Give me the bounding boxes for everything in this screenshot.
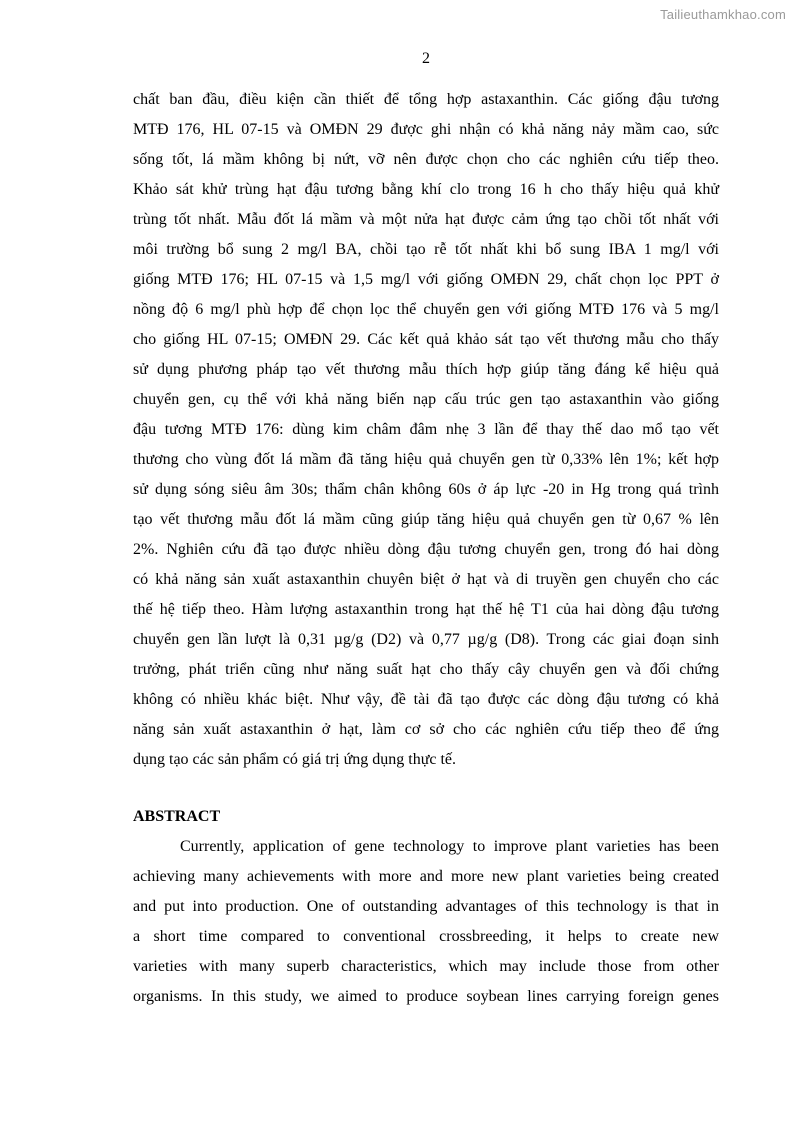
paragraph-line: chuyển gen, cụ thể với khả năng biến nạp cấu trúc gen tạo astaxanthin vào giống	[133, 391, 719, 408]
paragraph-line: dụng tạo các sản phẩm có giá trị ứng dụng thực tế.	[133, 751, 457, 768]
paragraph-line: sống tốt, lá mầm không bị nứt, vỡ nên được chọn cho các nghiên cứu tiếp theo.	[133, 151, 719, 168]
abstract-line: and put into production. One of outstanding advantages of this technology is that in	[133, 898, 719, 915]
paragraph-line: tạo vết thương mẫu đốt lá mầm cũng giúp tăng hiệu quả chuyển gen từ 0,67 % lên	[133, 511, 719, 528]
paragraph-line: chất ban đầu, điều kiện cần thiết để tổng hợp astaxanthin. Các giống đậu tương	[133, 91, 719, 108]
paragraph-line: giống MTĐ 176; HL 07-15 và 1,5 mg/l với giống OMĐN 29, chất chọn lọc PPT ở	[133, 271, 719, 288]
abstract-line: organisms. In this study, we aimed to produce soybean lines carrying foreign genes	[133, 988, 719, 1005]
paragraph-line: MTĐ 176, HL 07-15 và OMĐN 29 được ghi nhận có khả năng nảy mầm cao, sức	[133, 121, 719, 138]
paragraph-line: thương cho vùng đốt lá mầm đã tăng hiệu quả chuyển gen từ 0,33% lên 1%; kết hợp	[133, 451, 719, 468]
abstract-heading: ABSTRACT	[133, 808, 221, 825]
paragraph-line: có khả năng sản xuất astaxanthin chuyên biệt ở hạt và di truyền gen chuyển cho các	[133, 571, 719, 588]
paragraph-line: trưởng, phát triển cũng như năng suất hạt cho thấy cây chuyển gen và đối chứng	[133, 661, 719, 678]
paragraph-line: chuyển gen lần lượt là 0,31 µg/g (D2) và 0,77 µg/g (D8). Trong các giai đoạn sinh	[133, 631, 719, 648]
paragraph-line: thế hệ tiếp theo. Hàm lượng astaxanthin trong hạt thế hệ T1 của hai dòng đậu tương	[133, 601, 719, 618]
page-number: 2	[422, 50, 430, 67]
paragraph-line: Khảo sát khử trùng hạt đậu tương bằng khí clo trong 16 h cho thấy hiệu quả khử	[133, 181, 719, 198]
vietnamese-summary-paragraph	[133, 85, 719, 775]
paragraph-line: cho giống HL 07-15; OMĐN 29. Các kết quả khảo sát tạo vết thương mẫu cho thấy	[133, 331, 719, 348]
watermark-text: Tailieuthamkhao.com	[660, 7, 786, 22]
paragraph-line: đậu tương MTĐ 176: dùng kim châm đâm nhẹ 3 lần để thay thế dao mổ tạo vết	[133, 421, 719, 438]
paragraph-line: sử dụng sóng siêu âm 30s; thẩm chân không 60s ở áp lực -20 in Hg trong quá trình	[133, 481, 719, 498]
paragraph-line: không có nhiều khác biệt. Như vậy, đề tài đã tạo được các dòng đậu tương có khả	[133, 691, 719, 708]
paragraph-line: sử dụng phương pháp tạo vết thương mẫu thích hợp giúp tăng đáng kể hiệu quả	[133, 361, 719, 378]
paragraph-line: trùng tốt nhất. Mẫu đốt lá mầm và một nửa hạt được cảm ứng tạo chồi tốt nhất với	[133, 211, 719, 228]
paragraph-line: nồng độ 6 mg/l phù hợp để chọn lọc thể chuyển gen với giống MTĐ 176 và 5 mg/l	[133, 301, 719, 318]
paragraph-line: môi trường bổ sung 2 mg/l BA, chồi tạo rễ tốt nhất khi bổ sung IBA 1 mg/l với	[133, 241, 719, 258]
paragraph-line: 2%. Nghiên cứu đã tạo được nhiều dòng đậu tương chuyển gen, trong đó hai dòng	[133, 541, 719, 558]
abstract-line: varieties with many superb characteristics, which may include those from other	[133, 958, 719, 975]
abstract-paragraph	[133, 832, 719, 1012]
abstract-line: achieving many achievements with more and more new plant varieties being created	[133, 868, 719, 885]
abstract-line: Currently, application of gene technology to improve plant varieties has been	[180, 838, 719, 855]
abstract-line: a short time compared to conventional crossbreeding, it helps to create new	[133, 928, 719, 945]
paragraph-line: năng sản xuất astaxanthin ở hạt, làm cơ sở cho các nghiên cứu tiếp theo để ứng	[133, 721, 719, 738]
